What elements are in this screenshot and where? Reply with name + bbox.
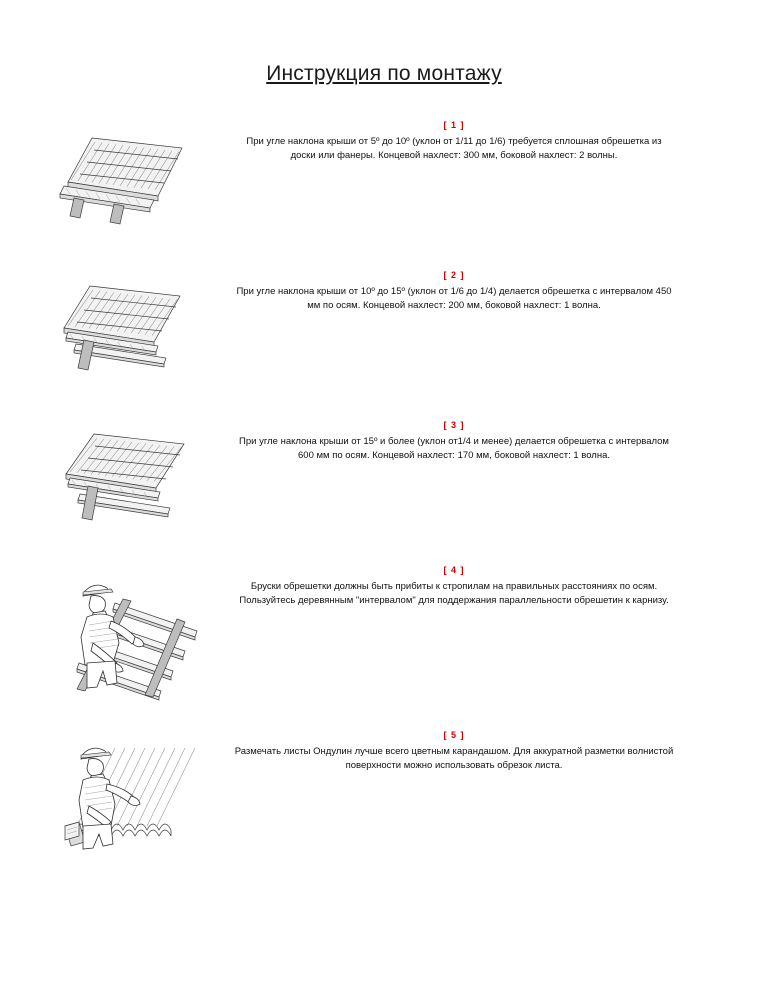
step-number: [ 5 ] xyxy=(443,730,465,740)
step-number: [ 4 ] xyxy=(443,565,465,575)
list-item xyxy=(24,266,744,416)
step-5-text xyxy=(234,726,744,773)
step-4-text xyxy=(234,561,744,608)
step-description: Размечать листы Ондулин лучше всего цветным карандашом. Для аккуратной разметки волнистой поверхности можно использовать обрезок листа. xyxy=(234,746,674,771)
step-number: [ 2 ] xyxy=(443,270,465,280)
step-1-figure xyxy=(24,116,234,230)
step-3-text xyxy=(234,416,744,463)
roof-battens-450mm-icon xyxy=(54,270,204,380)
step-2-text xyxy=(234,266,744,313)
step-5-figure xyxy=(24,726,234,870)
list-item xyxy=(24,561,744,726)
list-item xyxy=(24,116,744,266)
step-3-figure xyxy=(24,416,234,530)
step-description: При угле наклона крыши от 15º и более (уклон от1/4 и менее) делается обрешетка с интервалом 600 мм по осям. Концевой нахлест: 170 мм, боковой нахлест: 1 волна. xyxy=(239,436,669,461)
page-title: Инструкция по монтажу xyxy=(266,62,502,85)
step-description: При угле наклона крыши от 10º до 15º (уклон от 1/6 до 1/4) делается обрешетка с интервалом 450 мм по осям. Концевой нахлест: 200 мм, боковой нахлест: 1 волна. xyxy=(236,286,672,311)
list-item xyxy=(24,416,744,561)
list-item xyxy=(24,726,744,896)
step-2-figure xyxy=(24,266,234,380)
step-4-figure xyxy=(24,561,234,705)
step-description: При угле наклона крыши от 5º до 10º (уклон от 1/11 до 1/6) требуется сплошная обрешетка из доски или фанеры. Концевой нахлест: 300 мм, боковой нахлест: 2 волны. xyxy=(246,136,662,161)
step-1-text xyxy=(234,116,744,163)
step-number: [ 1 ] xyxy=(443,120,465,130)
worker-installing-battens-icon xyxy=(49,565,209,705)
roof-solid-sheathing-icon xyxy=(54,120,204,230)
step-number: [ 3 ] xyxy=(443,420,465,430)
worker-marking-sheet-icon xyxy=(49,730,209,870)
steps-list xyxy=(24,116,744,896)
roof-battens-600mm-icon xyxy=(54,420,204,530)
step-description: Бруски обрешетки должны быть прибиты к стропилам на правильных расстояниях по осям. Пользуйтесь деревянным "интервалом" для поддержания параллельности обрешетин к карнизу. xyxy=(239,581,669,606)
